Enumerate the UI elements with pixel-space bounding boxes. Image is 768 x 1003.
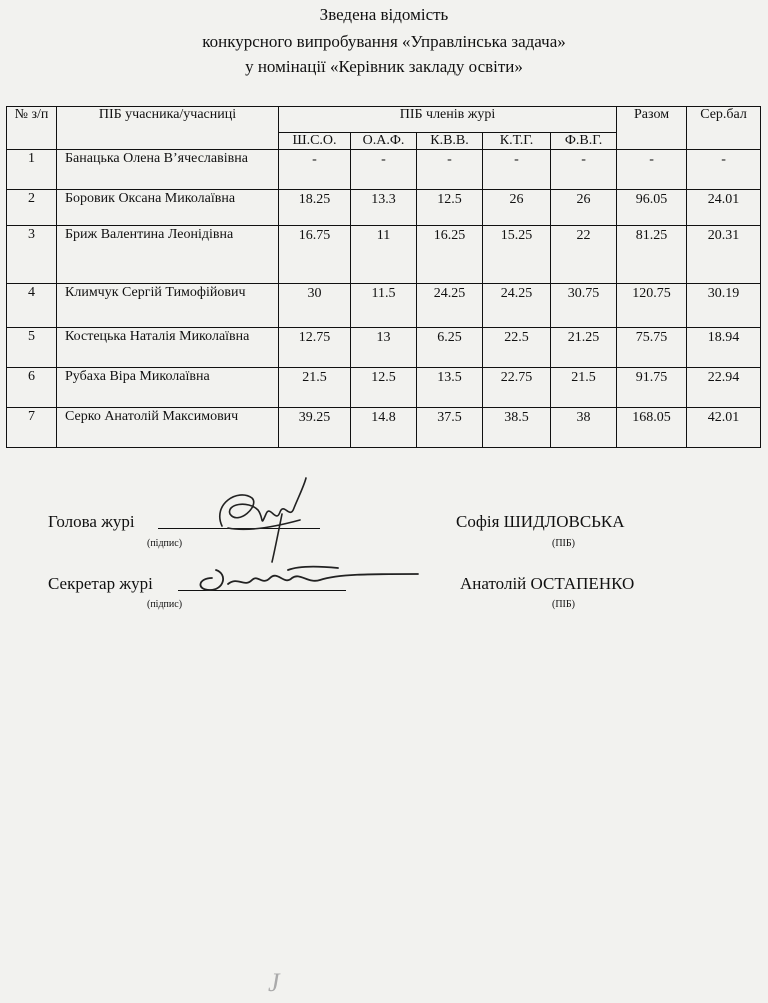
chair-signature-caption: (підпис) (147, 538, 183, 549)
total-score: 120.75 (617, 284, 687, 328)
jury-score: 12.5 (417, 190, 483, 226)
secretary-signature (188, 560, 438, 594)
table-row (7, 226, 761, 284)
secretary-name-caption: (ПІБ) (552, 599, 575, 610)
document-nomination: у номінації «Керівник закладу освіти» (245, 57, 523, 76)
jury-score: 38 (551, 408, 617, 448)
jury-score: 26 (551, 190, 617, 226)
chair-name-caption: (ПІБ) (552, 538, 575, 549)
table-row (7, 284, 761, 328)
header-jury-member: Ш.С.О. (279, 133, 351, 150)
header-jury-member: К.В.В. (417, 133, 483, 150)
jury-score: 30 (279, 284, 351, 328)
jury-score: 24.25 (417, 284, 483, 328)
chair-label: Голова журі (48, 512, 135, 531)
average-score: 24.01 (687, 190, 761, 226)
participant-name: Бриж Валентина Леонідівна (57, 226, 279, 284)
participant-name: Боровик Оксана Миколаївна (57, 190, 279, 226)
average-score: 22.94 (687, 368, 761, 408)
header-avg: Сер.бал (687, 107, 761, 150)
table-row (7, 408, 761, 448)
secretary-label: Секретар журі (48, 574, 153, 593)
page-mark: J (268, 968, 280, 997)
jury-score: 13.5 (417, 368, 483, 408)
jury-score: 21.5 (279, 368, 351, 408)
participant-name: Серко Анатолій Максимович (57, 408, 279, 448)
jury-score: 21.5 (551, 368, 617, 408)
jury-score: 11.5 (351, 284, 417, 328)
header-num: № з/п (7, 107, 57, 150)
jury-score: - (351, 150, 417, 190)
jury-score: 38.5 (483, 408, 551, 448)
table-row (7, 328, 761, 368)
chair-signature (208, 474, 320, 566)
jury-score: 13.3 (351, 190, 417, 226)
average-score: 42.01 (687, 408, 761, 448)
table-row (7, 190, 761, 226)
jury-score: 22 (551, 226, 617, 284)
header-jury-member: Ф.В.Г. (551, 133, 617, 150)
document-subtitle: конкурсного випробування «Управлінська задача» (202, 32, 566, 51)
results-table (6, 106, 761, 448)
jury-score: 15.25 (483, 226, 551, 284)
jury-score: 13 (351, 328, 417, 368)
jury-score: 39.25 (279, 408, 351, 448)
participant-name: Костецька Наталія Миколаївна (57, 328, 279, 368)
chair-name: Софія ШИДЛОВСЬКА (456, 512, 625, 531)
jury-score: 22.5 (483, 328, 551, 368)
jury-score: 22.75 (483, 368, 551, 408)
secretary-name: Анатолій ОСТАПЕНКО (460, 574, 635, 593)
jury-score: 21.25 (551, 328, 617, 368)
total-score: 168.05 (617, 408, 687, 448)
total-score: 81.25 (617, 226, 687, 284)
row-number: 4 (7, 284, 57, 328)
row-number: 7 (7, 408, 57, 448)
jury-score: 11 (351, 226, 417, 284)
jury-score: 16.25 (417, 226, 483, 284)
total-score: 75.75 (617, 328, 687, 368)
header-jury-member: К.Т.Г. (483, 133, 551, 150)
participant-name: Рубаха Віра Миколаївна (57, 368, 279, 408)
total-score: 96.05 (617, 190, 687, 226)
secretary-signature-caption: (підпис) (147, 599, 183, 610)
row-number: 2 (7, 190, 57, 226)
average-score: 18.94 (687, 328, 761, 368)
jury-score: 18.25 (279, 190, 351, 226)
jury-score: 16.75 (279, 226, 351, 284)
average-score: 20.31 (687, 226, 761, 284)
results-body (7, 150, 761, 448)
participant-name: Климчук Сергій Тимофійович (57, 284, 279, 328)
jury-score: 30.75 (551, 284, 617, 328)
average-score: - (687, 150, 761, 190)
jury-score: 6.25 (417, 328, 483, 368)
row-number: 1 (7, 150, 57, 190)
jury-score: - (551, 150, 617, 190)
table-row (7, 368, 761, 408)
header-jury: ПІБ членів журі (279, 107, 617, 133)
header-participant: ПІБ учасника/учасниці (57, 107, 279, 150)
jury-score: 12.5 (351, 368, 417, 408)
header-total: Разом (617, 107, 687, 150)
jury-score: - (279, 150, 351, 190)
jury-score: 14.8 (351, 408, 417, 448)
row-number: 3 (7, 226, 57, 284)
total-score: 91.75 (617, 368, 687, 408)
jury-score: 26 (483, 190, 551, 226)
header-jury-member: О.А.Ф. (351, 133, 417, 150)
document-title: Зведена відомість (319, 5, 449, 24)
jury-score: - (483, 150, 551, 190)
row-number: 5 (7, 328, 57, 368)
jury-score: - (417, 150, 483, 190)
participant-name: Банацька Олена В’ячеславівна (57, 150, 279, 190)
table-row (7, 150, 761, 190)
jury-score: 12.75 (279, 328, 351, 368)
row-number: 6 (7, 368, 57, 408)
average-score: 30.19 (687, 284, 761, 328)
jury-score: 24.25 (483, 284, 551, 328)
jury-score: 37.5 (417, 408, 483, 448)
total-score: - (617, 150, 687, 190)
